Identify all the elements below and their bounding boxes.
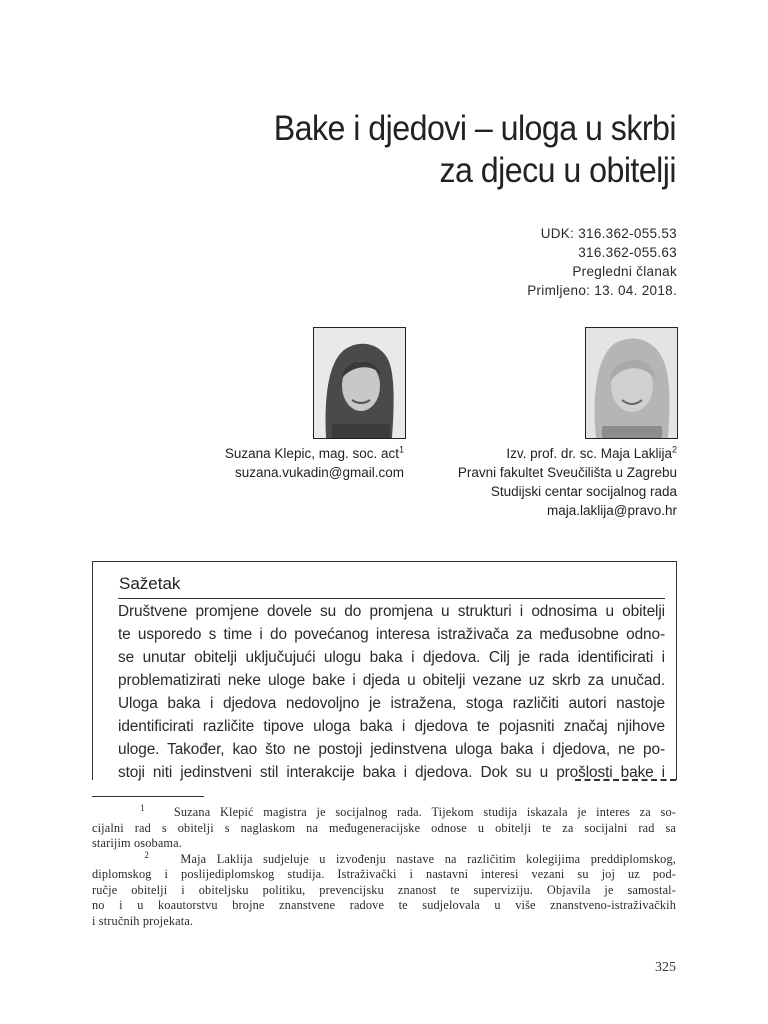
udk-code: UDK: 316.362-055.53: [540, 226, 677, 241]
page-number: 325: [655, 960, 676, 975]
footnote-line: diplomskog i poslijediplomskog studija. Istraživački i nastavni interesi vezani su joj uz pod-: [92, 867, 676, 881]
author-email-1: suzana.vukadin@gmail.com: [234, 465, 404, 480]
author-name-1: Suzana Klepic, mag. soc. act$^1$: [224, 444, 404, 461]
abstract-line: Uloga baka i djedova nedovoljno je istražena, stoga različiti autori nastoje: [118, 695, 665, 712]
footnote-line: cijalni rad s obitelji s naglaskom na međugeneracijske odnose u obitelji te za socijalni rad sa: [92, 820, 676, 835]
abstract-line: se unutar obitelji uključujući ulogu baka i djedova. Cilj je rada identificirati i: [118, 649, 665, 666]
author-affiliation-1: Pravni fakultet Sveučilišta u Zagrebu: [457, 465, 677, 480]
footnote-number-1: 1: [140, 802, 145, 813]
title-line-2: za djecu u obitelji: [439, 151, 676, 190]
abstract-line: uloge. Također, kao što ne postoji jedinstvena uloga baka i djedova, ne po-: [118, 741, 665, 758]
footnote-separator: [92, 796, 204, 797]
footnote-mark-2: 2: [671, 444, 677, 455]
author-affiliation-2: Studijski centar socijalnog rada: [490, 484, 677, 499]
abstract-line: Društvene promjene dovele su do promjena u strukturi i odnosima u obitelji: [118, 603, 665, 620]
abstract-line: stoji niti jedinstveni stil interakcije baka i djedova. Dok su u prošlosti bake i: [118, 764, 665, 781]
footnote-line: $^2$ Maja Laklija sudjeluje u izvođenju nastave na različitim kolegijima preddiplomskog,: [144, 849, 676, 866]
abstract-line: identificirati različite tipove uloga baka i djedova te pojasniti značaj njihove: [118, 718, 665, 735]
author-photo-2: [585, 327, 678, 439]
author-name-2: Izv. prof. dr. sc. Maja Laklija$^2$: [506, 444, 677, 461]
abstract-line: te usporedo s time i do povećanog interesa istraživača za međusobne odno-: [118, 626, 665, 643]
abstract-heading-rule: [118, 598, 665, 599]
footnotes: [92, 802, 676, 929]
footnote-number-2: 2: [144, 849, 149, 860]
footnote-line: no i u koautorstvu brojne znanstvene radove te sudjelovala u više znanstveno-istraživačkih: [92, 898, 676, 912]
footnote-mark-1: 1: [398, 444, 404, 455]
footnote-line: $^1$ Suzana Klepić magistra je socijalnog rada. Tijekom studija iskazala je interes za so-: [140, 802, 676, 819]
abstract-line: problematizirati neke uloge bake i djeda u obitelji vezane uz skrb za unučad.: [118, 672, 665, 689]
title-line-1: Bake i djedovi – uloga u skrbi: [273, 109, 676, 148]
abstract-text: [118, 600, 665, 784]
article-type: Pregledni članak: [572, 264, 677, 279]
abstract-heading: Sažetak: [119, 574, 181, 593]
received-date: Primljeno: 13. 04. 2018.: [527, 283, 677, 298]
author-photo-1: [313, 327, 406, 439]
author-email-2: maja.laklija@pravo.hr: [546, 503, 677, 518]
author-block-1: [144, 444, 404, 482]
udk-code-2: 316.362-055.63: [578, 245, 677, 260]
article-title: [161, 108, 676, 192]
footnote-line: starijim osobama.: [92, 836, 182, 850]
footnote-line: i stručnih projekata.: [92, 913, 194, 928]
footnote-line: ručje obitelji i obiteljsku politiku, prevencijsku znanost te superviziju. Objavila je samostal-: [92, 882, 676, 897]
author-block-2: [397, 444, 677, 520]
article-meta: [527, 224, 677, 300]
